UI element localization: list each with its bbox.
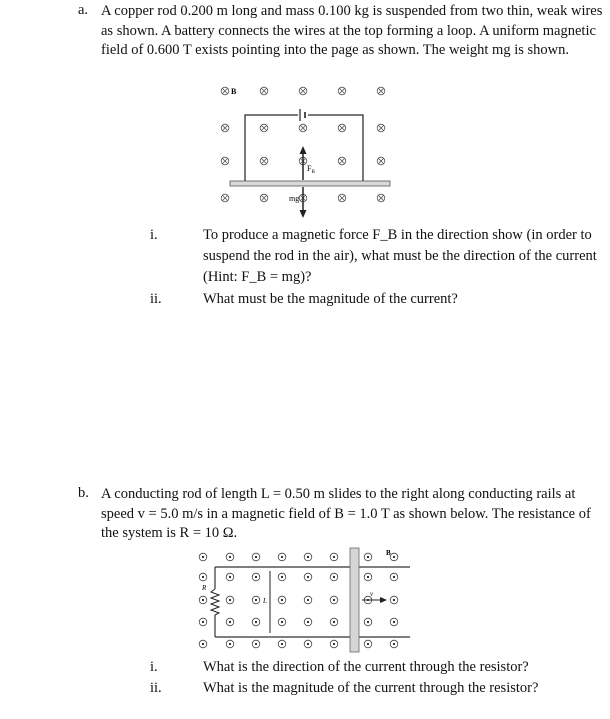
weight-arrow [300, 187, 307, 218]
field-x-icon [338, 124, 346, 132]
field-dot-icon [278, 553, 286, 561]
problem-a-marker: a. [78, 2, 89, 18]
field-dot-icon [199, 618, 207, 626]
field-dot-icon [330, 553, 338, 561]
field-x-icon [260, 157, 268, 165]
field-dot-icon [390, 573, 398, 581]
field-x-icon [338, 194, 346, 202]
field-x-icon [260, 87, 268, 95]
copper-rod [230, 181, 390, 186]
problem-a-text: A copper rod 0.200 m long and mass 0.100 kg is suspended from two thin, weak wires as shown. A battery connects the wires at the top forming a loop. A uniform magnetic field of 0.600 T exists pointing into the page as shown. The weight mg is shown. [101, 3, 603, 58]
field-dot-icon [226, 553, 234, 561]
field-dot-icon [252, 618, 260, 626]
mg-label: mg [289, 194, 300, 203]
field-dot-icon [330, 596, 338, 604]
field-x-icon [260, 124, 268, 132]
field-dot-icon [364, 553, 372, 561]
field-dot-icon [390, 553, 398, 561]
velocity-label: v [370, 590, 374, 598]
field-x-icon [338, 157, 346, 165]
question-b-i-marker: i. [150, 659, 158, 675]
field-dot-icon [330, 640, 338, 648]
field-dot-icon [278, 573, 286, 581]
field-x-icon [377, 87, 385, 95]
field-x-icon [299, 124, 307, 132]
field-b-label: B [386, 549, 391, 557]
field-x-icon [260, 194, 268, 202]
question-a-ii-marker: ii. [150, 291, 162, 307]
field-dot-icon [364, 640, 372, 648]
resistor-icon [211, 589, 219, 615]
field-dot-icon [304, 553, 312, 561]
field-dot-icon [199, 596, 207, 604]
field-dot-icon [364, 573, 372, 581]
field-dot-icon [304, 618, 312, 626]
field-dot-icon [278, 640, 286, 648]
field-dot-icon [390, 596, 398, 604]
field-x-icon [377, 157, 385, 165]
field-x-icon [338, 87, 346, 95]
field-dot-icon [330, 618, 338, 626]
field-dot-icon [252, 553, 260, 561]
field-dot-icon [199, 573, 207, 581]
length-label: L [263, 597, 267, 605]
battery-icon [298, 109, 308, 121]
field-b-label: B [231, 87, 237, 96]
field-dot-icon [252, 573, 260, 581]
field-dot-icon [390, 618, 398, 626]
field-dot-icon [199, 553, 207, 561]
field-x-icon [299, 87, 307, 95]
field-x-icon [377, 124, 385, 132]
figure-a [210, 80, 400, 225]
field-x-icon [221, 87, 229, 95]
question-a-i-text: To produce a magnetic force F_B in the direction show (in order to suspend the rod in the air), what must be the direction of the current (Hint: F_B = mg)? [203, 227, 597, 285]
field-dot-icon [278, 618, 286, 626]
sliding-rod [350, 548, 359, 652]
field-dot-icon [278, 596, 286, 604]
field-dot-icon [304, 640, 312, 648]
field-x-icon [221, 157, 229, 165]
fb-label: $F_B$ [307, 164, 315, 175]
field-dot-icon [226, 573, 234, 581]
resistor-label: R [202, 584, 207, 592]
field-dot-icon [226, 596, 234, 604]
field-x-icon [221, 124, 229, 132]
problem-b-marker: b. [78, 485, 89, 501]
field-dot-icon [252, 596, 260, 604]
field-dot-icon [226, 640, 234, 648]
problem-b-text: A conducting rod of length L = 0.50 m slides to the right along conducting rails at speed v = 5.0 m/s in a magnetic field of B = 1.0 T as shown below. The resistance of the system is R = 10 Ω. [101, 486, 591, 541]
field-dot-icon [330, 573, 338, 581]
question-a-ii-text: What must be the magnitude of the current? [203, 291, 458, 307]
question-b-ii-text: What is the magnitude of the current through the resistor? [203, 680, 539, 696]
field-dot-icon [390, 640, 398, 648]
figure-b [190, 545, 415, 655]
field-dot-icon [364, 618, 372, 626]
field-dot-icon [252, 640, 260, 648]
question-a-i-marker: i. [150, 227, 158, 243]
field-dot-icon [304, 596, 312, 604]
field-dot-icon [199, 640, 207, 648]
field-x-icon [221, 194, 229, 202]
field-dot-icon [226, 618, 234, 626]
question-b-i-text: What is the direction of the current through the resistor? [203, 659, 529, 675]
field-x-icon [377, 194, 385, 202]
field-dot-icon [304, 573, 312, 581]
question-b-ii-marker: ii. [150, 680, 162, 696]
